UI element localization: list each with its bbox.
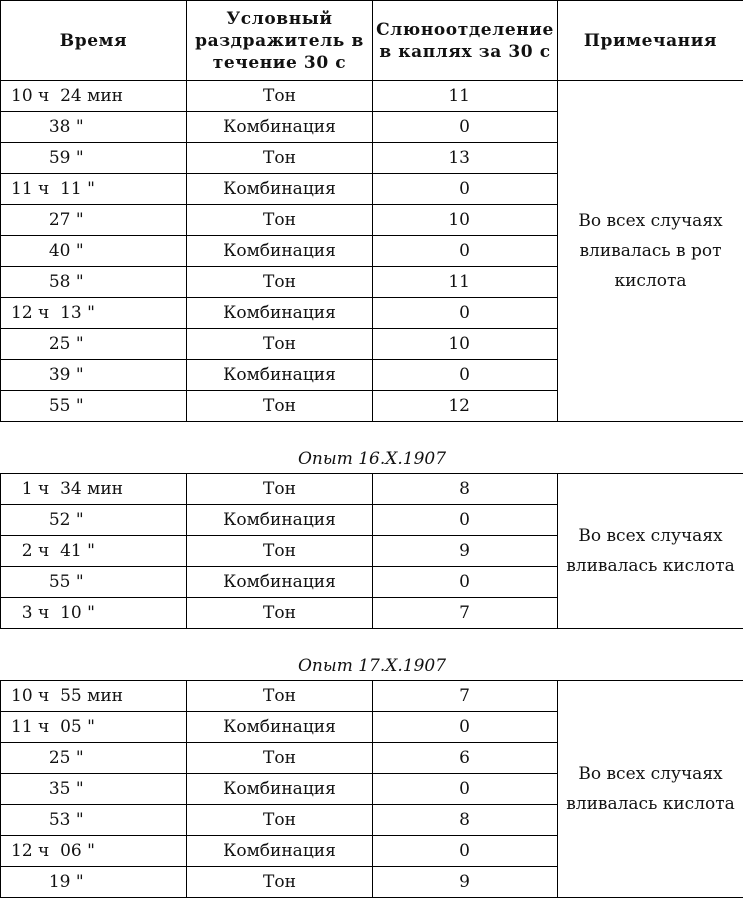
stimulus-cell: Комбинация xyxy=(187,836,373,867)
time-cell: 40 " xyxy=(1,236,187,267)
notes-cell: Во всех случаях вливалась кислота xyxy=(558,681,743,898)
time-cell: 38 " xyxy=(1,112,187,143)
time-cell: 12 ч 13 " xyxy=(1,298,187,329)
stimulus-cell: Тон xyxy=(187,598,373,629)
stimulus-cell: Тон xyxy=(187,681,373,712)
drops-cell: 0 xyxy=(373,174,558,205)
time-cell: 11 ч 05 " xyxy=(1,712,187,743)
time-cell: 2 ч 41 " xyxy=(1,536,187,567)
time-cell: 53 " xyxy=(1,805,187,836)
drops-cell: 0 xyxy=(373,298,558,329)
time-cell: 58 " xyxy=(1,267,187,298)
drops-cell: 9 xyxy=(373,867,558,898)
drops-cell: 8 xyxy=(373,805,558,836)
stimulus-cell: Комбинация xyxy=(187,112,373,143)
time-cell: 3 ч 10 " xyxy=(1,598,187,629)
drops-cell: 12 xyxy=(373,391,558,422)
time-cell: 59 " xyxy=(1,143,187,174)
stimulus-cell: Тон xyxy=(187,805,373,836)
table-row xyxy=(1,474,743,505)
table-header xyxy=(1,1,743,81)
stimulus-cell: Комбинация xyxy=(187,712,373,743)
stimulus-cell: Тон xyxy=(187,474,373,505)
time-cell: 11 ч 11 " xyxy=(1,174,187,205)
drops-cell: 0 xyxy=(373,236,558,267)
table-row xyxy=(1,81,743,112)
header-stimulus: Условный раздражитель в течение 30 с xyxy=(187,1,373,81)
drops-cell: 9 xyxy=(373,536,558,567)
stimulus-cell: Тон xyxy=(187,743,373,774)
time-cell: 35 " xyxy=(1,774,187,805)
time-cell: 55 " xyxy=(1,567,187,598)
stimulus-cell: Тон xyxy=(187,867,373,898)
notes-cell: Во всех случаях вливалась кислота xyxy=(558,474,743,629)
drops-cell: 0 xyxy=(373,567,558,598)
stimulus-cell: Комбинация xyxy=(187,505,373,536)
drops-cell: 0 xyxy=(373,505,558,536)
experiment-title-row xyxy=(1,629,743,681)
drops-cell: 0 xyxy=(373,836,558,867)
header-saliva: Слюноотделение в каплях за 30 с xyxy=(373,1,558,81)
table-row xyxy=(1,681,743,712)
drops-cell: 0 xyxy=(373,112,558,143)
time-cell: 25 " xyxy=(1,743,187,774)
drops-cell: 11 xyxy=(373,267,558,298)
drops-cell: 13 xyxy=(373,143,558,174)
stimulus-cell: Тон xyxy=(187,329,373,360)
time-cell: 27 " xyxy=(1,205,187,236)
stimulus-cell: Комбинация xyxy=(187,298,373,329)
experiment-title-row xyxy=(1,422,743,474)
stimulus-cell: Тон xyxy=(187,267,373,298)
drops-cell: 6 xyxy=(373,743,558,774)
table-body xyxy=(1,81,743,898)
drops-cell: 8 xyxy=(373,474,558,505)
notes-cell: Во всех случаях вливалась в рот кислота xyxy=(558,81,743,422)
drops-cell: 11 xyxy=(373,81,558,112)
drops-cell: 7 xyxy=(373,681,558,712)
time-cell: 10 ч 24 мин xyxy=(1,81,187,112)
drops-cell: 7 xyxy=(373,598,558,629)
stimulus-cell: Комбинация xyxy=(187,236,373,267)
drops-cell: 10 xyxy=(373,329,558,360)
time-cell: 10 ч 55 мин xyxy=(1,681,187,712)
time-cell: 1 ч 34 мин xyxy=(1,474,187,505)
time-cell: 12 ч 06 " xyxy=(1,836,187,867)
drops-cell: 10 xyxy=(373,205,558,236)
drops-cell: 0 xyxy=(373,712,558,743)
header-row xyxy=(1,1,743,81)
stimulus-cell: Комбинация xyxy=(187,174,373,205)
stimulus-cell: Тон xyxy=(187,81,373,112)
stimulus-cell: Тон xyxy=(187,391,373,422)
drops-cell: 0 xyxy=(373,774,558,805)
time-cell: 52 " xyxy=(1,505,187,536)
experiment-title: Опыт 16.X.1907 xyxy=(1,422,743,474)
drops-cell: 0 xyxy=(373,360,558,391)
stimulus-cell: Комбинация xyxy=(187,360,373,391)
stimulus-cell: Комбинация xyxy=(187,774,373,805)
time-cell: 55 " xyxy=(1,391,187,422)
header-notes: Примечания xyxy=(558,1,743,81)
experiment-title: Опыт 17.X.1907 xyxy=(1,629,743,681)
stimulus-cell: Тон xyxy=(187,205,373,236)
stimulus-cell: Тон xyxy=(187,143,373,174)
stimulus-cell: Тон xyxy=(187,536,373,567)
stimulus-cell: Комбинация xyxy=(187,567,373,598)
time-cell: 39 " xyxy=(1,360,187,391)
header-time: Время xyxy=(1,1,187,81)
time-cell: 19 " xyxy=(1,867,187,898)
time-cell: 25 " xyxy=(1,329,187,360)
